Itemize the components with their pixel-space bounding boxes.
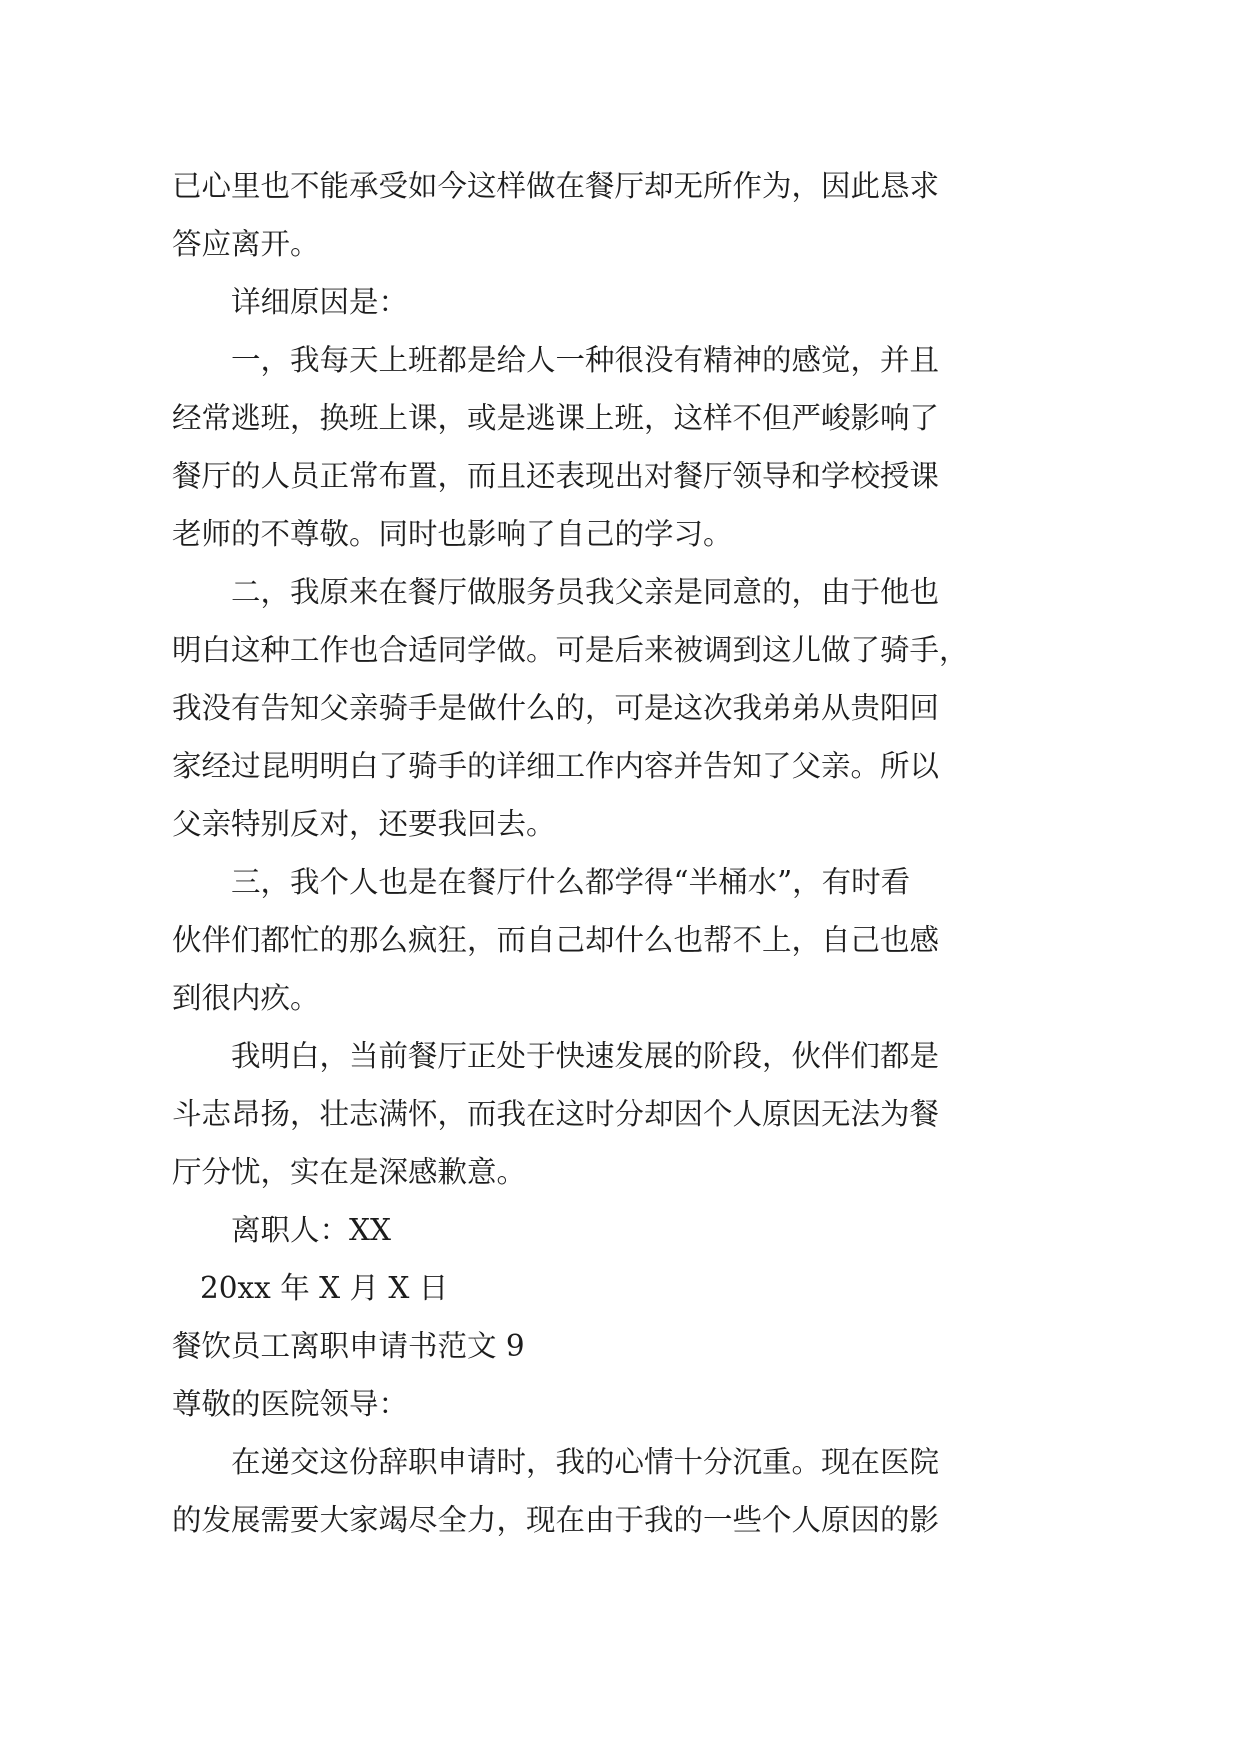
body-line: 父亲特别反对，还要我回去。 (172, 807, 556, 841)
apology-paragraph (172, 1027, 972, 1201)
reason-2-paragraph (172, 563, 972, 853)
body-line: 到很内疚。 (172, 981, 320, 1015)
body-line: 一，我每天上班都是给人一种很没有精神的感觉，并且 (231, 343, 940, 377)
body-line: 的发展需要大家竭尽全力，现在由于我的一些个人原因的影 (172, 1503, 940, 1537)
body-line: 已心里也不能承受如今这样做在餐厅却无所作为，因此恳求 (172, 169, 940, 203)
body-line: 家经过昆明明白了骑手的详细工作内容并告知了父亲。所以 (172, 749, 940, 783)
reasons-heading: 详细原因是： (231, 285, 409, 319)
body-line: 答应离开。 (172, 227, 320, 261)
reason-1-paragraph (172, 331, 972, 563)
body-line: 经常逃班，换班上课，或是逃课上班，这样不但严峻影响了 (172, 401, 940, 435)
section-title: 餐饮员工离职申请书范文 9 (172, 1329, 525, 1363)
body-line: 在递交这份辞职申请时，我的心情十分沉重。现在医院 (231, 1445, 940, 1479)
letter-9-body-paragraph (172, 1433, 972, 1549)
body-line: 我没有告知父亲骑手是做什么的，可是这次我弟弟从贵阳回 (172, 691, 940, 725)
letter-8-intro-tail (172, 157, 972, 273)
body-line: 厅分忧，实在是深感歉意。 (172, 1155, 527, 1189)
salutation: 尊敬的医院领导： (172, 1387, 409, 1421)
body-line: 二，我原来在餐厅做服务员我父亲是同意的，由于他也 (231, 575, 940, 609)
signature-date: 20xx 年 X 月 X 日 (200, 1271, 449, 1305)
signature-name: 离职人：XX (231, 1213, 392, 1247)
body-line: 餐厅的人员正常布置，而且还表现出对餐厅领导和学校授课 (172, 459, 940, 493)
reason-3-paragraph (172, 853, 972, 1027)
document-body (172, 157, 972, 1549)
body-line: 明白这种工作也合适同学做。可是后来被调到这儿做了骑手， (172, 633, 969, 667)
body-line: 我明白，当前餐厅正处于快速发展的阶段，伙伴们都是 (231, 1039, 940, 1073)
body-line: 三，我个人也是在餐厅什么都学得“半桶水”，有时看 (231, 865, 911, 899)
body-line: 伙伴们都忙的那么疯狂，而自己却什么也帮不上，自己也感 (172, 923, 940, 957)
body-line: 斗志昂扬，壮志满怀，而我在这时分却因个人原因无法为餐 (172, 1097, 940, 1131)
body-line: 老师的不尊敬。同时也影响了自己的学习。 (172, 517, 733, 551)
